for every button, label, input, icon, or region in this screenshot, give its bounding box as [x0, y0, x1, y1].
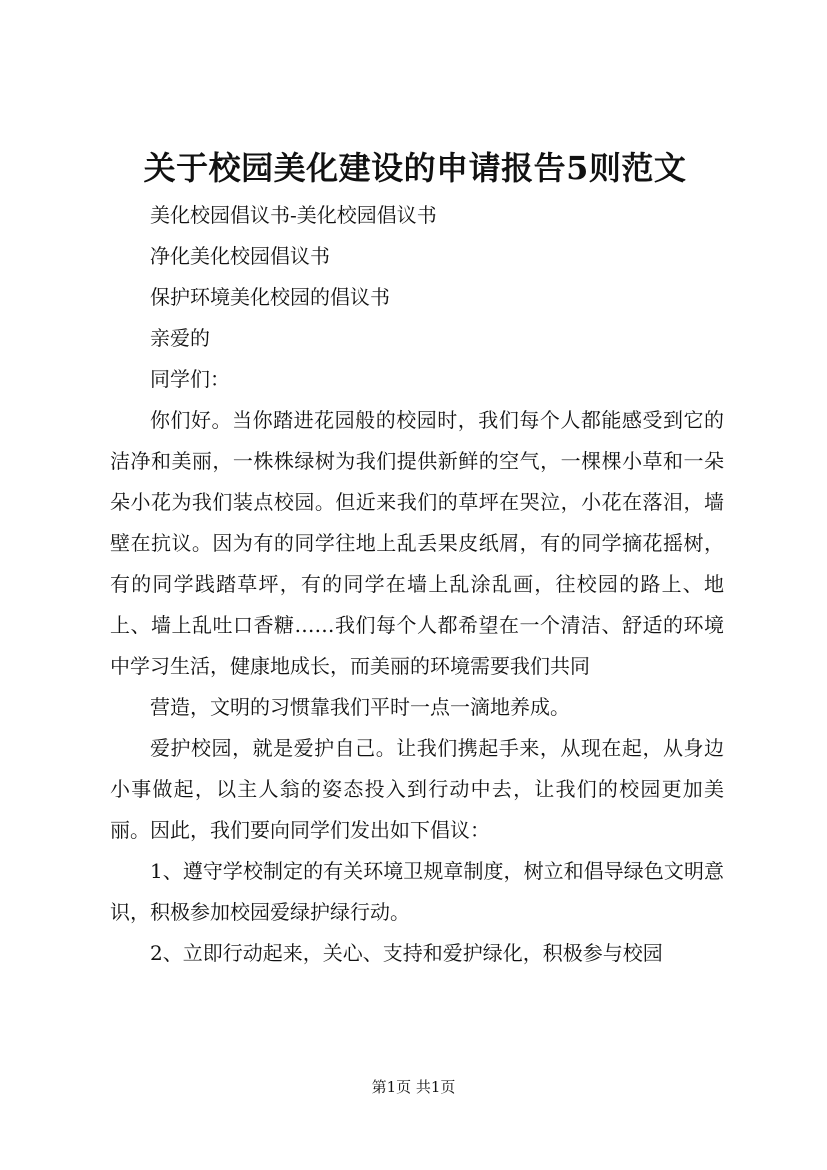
paragraph: 你们好。当你踏进花园般的校园时，我们每个人都能感受到它的洁净和美丽，一株株绿树为我们提供新鲜的空气，一棵棵小草和一朵朵小花为我们装点校园。但近来我们的草坪在哭泣，小花在落泪，墙壁在抗议。因为有的同学往地上乱丢果皮纸屑，有的同学摘花摇树，有的同学践踏草坪，有的同学在墙上乱涂乱画，往校园的路上、地上、墙上乱吐口香糖……我们每个人都希望在一个清洁、舒适的环境中学习生活，健康地成长，而美丽的环境需要我们共同: [110, 408, 724, 678]
paragraph: 保护环境美化校园的倡议书: [150, 285, 390, 309]
page-footer: 第1页 共1页: [371, 1078, 456, 1096]
paragraph: 亲爱的: [150, 326, 210, 350]
paragraph: 净化美化校园倡议书: [150, 244, 330, 268]
paragraph: 美化校园倡议书-美化校园倡议书: [150, 203, 437, 227]
paragraph: 同学们：: [150, 367, 230, 391]
paragraph: 1、遵守学校制定的有关环境卫规章制度，树立和倡导绿色文明意识，积极参加校园爱绿护绿行动。: [110, 859, 724, 924]
paragraph: 营造，文明的习惯靠我们平时一点一滴地养成。: [150, 695, 570, 719]
document-title: 关于校园美化建设的申请报告5则范文: [143, 149, 687, 187]
paragraph: 爱护校园，就是爱护自己。让我们携起手来，从现在起，从身边小事做起，以主人翁的姿态投入到行动中去，让我们的校园更加美丽。因此，我们要向同学们发出如下倡议：: [110, 736, 724, 842]
paragraph: 2、立即行动起来，关心、支持和爱护绿化，积极参与校园: [150, 941, 663, 965]
document-body: [110, 195, 724, 974]
